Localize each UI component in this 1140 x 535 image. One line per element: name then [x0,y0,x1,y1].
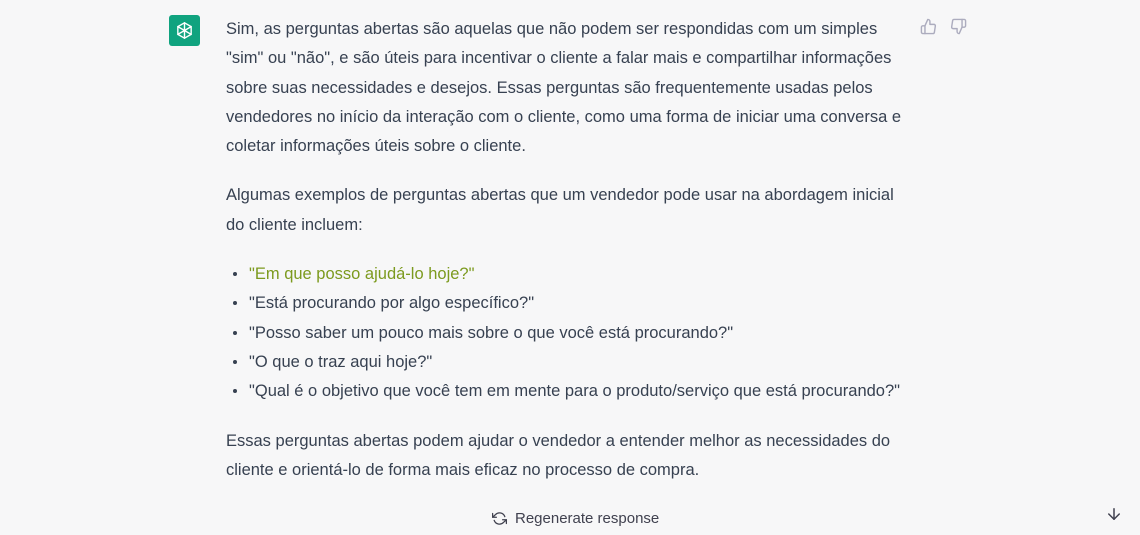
list-item: "Posso saber um pouco mais sobre o que você está procurando?" [226,319,916,348]
message-paragraph: Algumas exemplos de perguntas abertas que um vendedor pode usar na abordagem inicial do cliente incluem: [226,186,894,234]
list-item: "Em que posso ajudá-lo hoje?" [226,260,916,289]
list-item: "O que o traz aqui hoje?" [226,348,916,377]
feedback-controls [920,18,967,35]
refresh-icon [492,511,507,526]
message-paragraph: Sim, as perguntas abertas são aquelas que não podem ser respondidas com um simples "sim" ou "não", e são úteis para incentivar o cliente a falar mais e compartilhar informações sobre suas necessidades e desejos. Essas perguntas são frequentemente usadas pelos vendedores no início da interação com o cliente, como uma forma de iniciar uma conversa e coletar informações úteis sobre o cliente. [226,20,902,156]
scroll-to-bottom-button[interactable] [1105,505,1123,523]
examples-list [226,260,916,406]
assistant-message [226,15,916,485]
message-paragraph: Essas perguntas abertas podem ajudar o vendedor a entender melhor as necessidades do cliente e orientá-lo de forma mais eficaz no processo de compra. [226,431,891,479]
arrow-down-icon [1105,505,1123,523]
list-item: "Qual é o objetivo que você tem em mente para o produto/serviço que está procurando?" [226,377,916,406]
openai-logo-icon [174,20,195,41]
thumbs-down-icon[interactable] [950,18,967,35]
assistant-avatar [169,15,200,46]
regenerate-button[interactable] [492,508,659,528]
list-item: "Está procurando por algo específico?" [226,289,916,318]
regenerate-label: Regenerate response [515,509,660,527]
thumbs-up-icon[interactable] [920,18,937,35]
